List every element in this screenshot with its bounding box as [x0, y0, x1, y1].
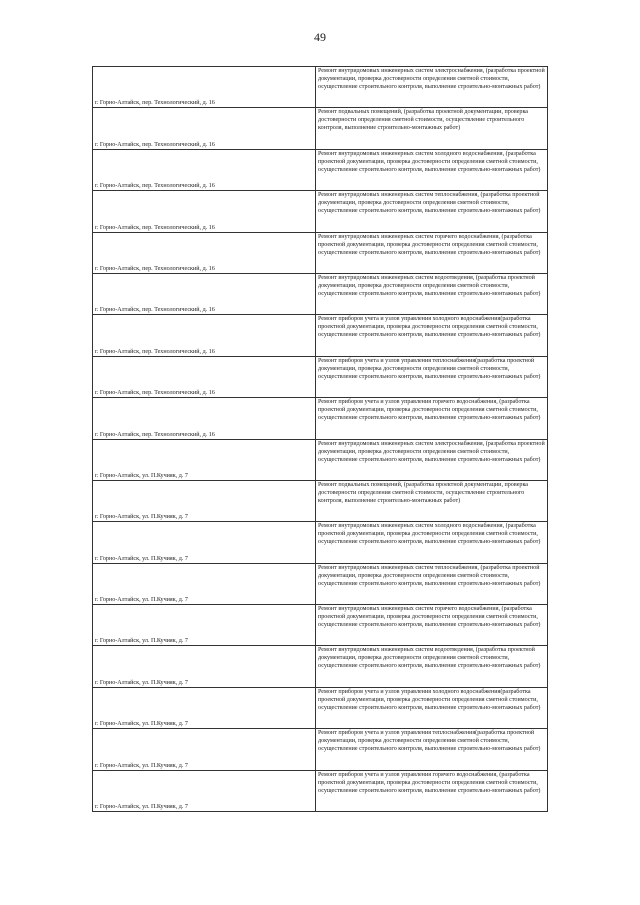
work-description-cell: Ремонт внутридомовых инженерных систем горячего водоснабжения, (разработка проектной документации, проверка достоверности определения сметной стоимости, осуществление строительного контроля, выполнение строительно-монтажных работ) — [316, 605, 548, 646]
table-row — [93, 356, 548, 397]
work-description-cell: Ремонт приборов учета и узлов управления холодного водоснабжения(разработка проектной документации, проверка достоверности определения сметной стоимости, осуществление строительного контроля, выполнение строительно-монтажных работ) — [316, 315, 548, 356]
work-description-cell: Ремонт внутридомовых инженерных систем теплоснабжения, (разработка проектной документации, проверка достоверности определения сметной стоимости, осуществление строительного контроля, выполнение строительно-монтажных работ) — [316, 563, 548, 604]
table-row — [93, 315, 548, 356]
work-description-cell: Ремонт внутридомовых инженерных систем холодного водоснабжения, (разработка проектной документации, проверка достоверности определения сметной стоимости, осуществление строительного контроля, выполнение строительно-монтажных работ) — [316, 149, 548, 190]
table-row — [93, 67, 548, 108]
table-row — [93, 687, 548, 728]
table-row — [93, 273, 548, 314]
address-cell: г. Горно-Алтайск, пер. Технологический, д. 16 — [93, 108, 316, 149]
address-cell: г. Горно-Алтайск, пер. Технологический, д. 16 — [93, 315, 316, 356]
work-description-cell: Ремонт приборов учета и узлов управления теплоснабжения(разработка проектной документации, проверка достоверности определения сметной стоимости, осуществление строительного контроля, выполнение строительно-монтажных работ) — [316, 356, 548, 397]
table-row — [93, 398, 548, 439]
work-description-cell: Ремонт приборов учета и узлов управления холодного водоснабжения(разработка проектной документации, проверка достоверности определения сметной стоимости, осуществление строительного контроля, выполнение строительно-монтажных работ) — [316, 687, 548, 728]
address-cell: г. Горно-Алтайск, пер. Технологический, д. 16 — [93, 273, 316, 314]
address-cell: г. Горно-Алтайск, ул. П.Кучияк, д. 7 — [93, 605, 316, 646]
table-row — [93, 605, 548, 646]
table-row — [93, 646, 548, 687]
work-description-cell: Ремонт подвальных помещений, (разработка проектной документации, проверка достоверности определения сметной стоимости, осуществление строительного контроля, выполнение строительно-монтажных работ) — [316, 108, 548, 149]
table-row — [93, 522, 548, 563]
work-description-cell: Ремонт внутридомовых инженерных систем горячего водоснабжения, (разработка проектной документации, проверка достоверности определения сметной стоимости, осуществление строительного контроля, выполнение строительно-монтажных работ) — [316, 232, 548, 273]
work-description-cell: Ремонт приборов учета и узлов управления горячего водоснабжения, (разработка проектной документации, проверка достоверности определения сметной стоимости, осуществление строительного контроля, выполнение строительно-монтажных работ) — [316, 398, 548, 439]
address-cell: г. Горно-Алтайск, ул. П.Кучияк, д. 7 — [93, 646, 316, 687]
table-row — [93, 439, 548, 480]
table-row — [93, 191, 548, 232]
table-row — [93, 232, 548, 273]
address-cell: г. Горно-Алтайск, пер. Технологический, д. 16 — [93, 356, 316, 397]
address-cell: г. Горно-Алтайск, ул. П.Кучияк, д. 7 — [93, 770, 316, 811]
address-cell: г. Горно-Алтайск, ул. П.Кучияк, д. 7 — [93, 687, 316, 728]
work-description-cell: Ремонт подвальных помещений, (разработка проектной документации, проверка достоверности определения сметной стоимости, осуществление строительного контроля, выполнение строительно-монтажных работ) — [316, 480, 548, 521]
address-cell: г. Горно-Алтайск, ул. П.Кучияк, д. 7 — [93, 439, 316, 480]
work-description-cell: Ремонт приборов учета и узлов управления теплоснабжения(разработка проектной документации, проверка достоверности определения сметной стоимости, осуществление строительного контроля, выполнение строительно-монтажных работ) — [316, 729, 548, 770]
work-description-cell: Ремонт внутридомовых инженерных систем водоотведения, (разработка проектной документации, проверка достоверности определения сметной стоимости, осуществление строительного контроля, выполнение строительно-монтажных работ) — [316, 646, 548, 687]
table-row — [93, 480, 548, 521]
address-cell: г. Горно-Алтайск, пер. Технологический, д. 16 — [93, 149, 316, 190]
address-cell: г. Горно-Алтайск, пер. Технологический, д. 16 — [93, 232, 316, 273]
address-cell: г. Горно-Алтайск, ул. П.Кучияк, д. 7 — [93, 522, 316, 563]
page-number: 49 — [314, 30, 326, 44]
table-row — [93, 108, 548, 149]
address-cell: г. Горно-Алтайск, пер. Технологический, д. 16 — [93, 67, 316, 108]
work-description-cell: Ремонт внутридомовых инженерных систем теплоснабжения, (разработка проектной документации, проверка достоверности определения сметной стоимости, осуществление строительного контроля, выполнение строительно-монтажных работ) — [316, 191, 548, 232]
table-row — [93, 149, 548, 190]
work-description-cell: Ремонт приборов учета и узлов управления горячего водоснабжения, (разработка проектной документации, проверка достоверности определения сметной стоимости, осуществление строительного контроля, выполнение строительно-монтажных работ) — [316, 770, 548, 811]
work-description-cell: Ремонт внутридомовых инженерных систем водоотведения, (разработка проектной документации, проверка достоверности определения сметной стоимости, осуществление строительного контроля, выполнение строительно-монтажных работ) — [316, 273, 548, 314]
table-row — [93, 770, 548, 811]
works-table-body — [93, 67, 548, 812]
address-cell: г. Горно-Алтайск, пер. Технологический, д. 16 — [93, 191, 316, 232]
works-table — [92, 66, 548, 812]
address-cell: г. Горно-Алтайск, ул. П.Кучияк, д. 7 — [93, 563, 316, 604]
table-row — [93, 563, 548, 604]
address-cell: г. Горно-Алтайск, пер. Технологический, д. 16 — [93, 398, 316, 439]
address-cell: г. Горно-Алтайск, ул. П.Кучияк, д. 7 — [93, 729, 316, 770]
work-description-cell: Ремонт внутридомовых инженерных систем электроснабжения, (разработка проектной документации, проверка достоверности определения сметной стоимости, осуществление строительного контроля, выполнение строительно-монтажных работ) — [316, 67, 548, 108]
work-description-cell: Ремонт внутридомовых инженерных систем холодного водоснабжения, (разработка проектной документации, проверка достоверности определения сметной стоимости, осуществление строительного контроля, выполнение строительно-монтажных работ) — [316, 522, 548, 563]
table-row — [93, 729, 548, 770]
address-cell: г. Горно-Алтайск, ул. П.Кучияк, д. 7 — [93, 480, 316, 521]
work-description-cell: Ремонт внутридомовых инженерных систем электроснабжения, (разработка проектной документации, проверка достоверности определения сметной стоимости, осуществление строительного контроля, выполнение строительно-монтажных работ) — [316, 439, 548, 480]
